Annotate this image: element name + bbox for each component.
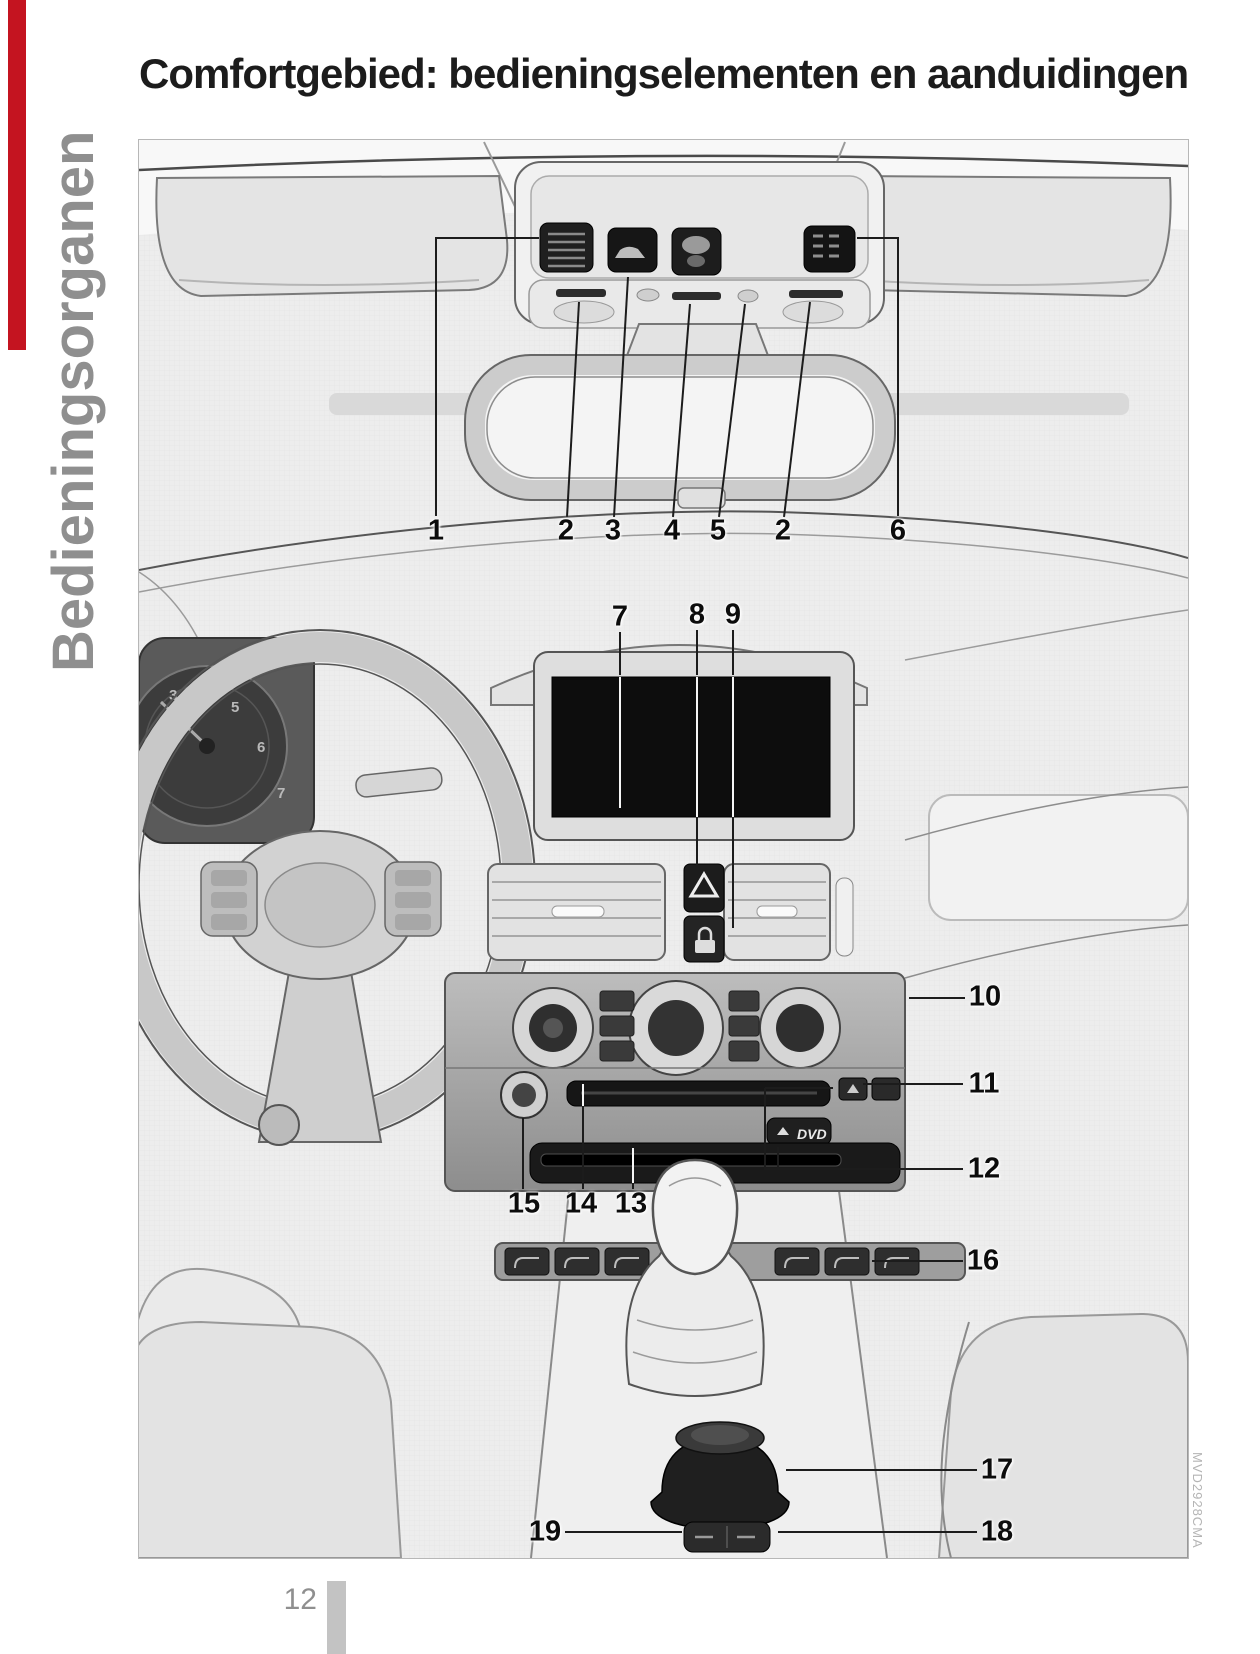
interior-light-switch-icon: [608, 228, 657, 272]
console-slot-left: [556, 289, 606, 297]
callout-13: 13: [614, 1187, 648, 1220]
seat-right: [939, 1314, 1188, 1558]
console-display-slot: [672, 292, 721, 300]
interior-illustration: [139, 140, 1188, 1558]
callout-17: 17: [980, 1453, 1014, 1486]
callout-2: 2: [774, 514, 792, 547]
control-display: [491, 645, 867, 840]
page-title: Comfortgebied: bedieningselementen en aanduidingen: [139, 50, 1189, 97]
hazard-warning-button: [684, 864, 724, 912]
footer-bar: [327, 1581, 346, 1654]
chapter-tab-marker: [8, 0, 26, 350]
callout-1: 1: [427, 514, 445, 547]
figure-watermark-code: MVD2928CMA: [1190, 1452, 1205, 1549]
callout-10: 10: [968, 980, 1002, 1013]
wheel-button-pod-left: [201, 862, 257, 936]
nav-screen: [552, 677, 830, 817]
tachometer-numeral: 6: [257, 739, 266, 756]
callout-11: 11: [968, 1067, 1000, 1100]
callout-3: 3: [604, 514, 622, 547]
callout-15: 15: [507, 1187, 541, 1220]
reading-light-right: [783, 301, 843, 323]
tachometer-numeral: 7: [277, 785, 286, 802]
reading-light-left: [554, 301, 614, 323]
callout-5: 5: [709, 514, 727, 547]
callout-4: 4: [663, 514, 681, 547]
telematics-button-icon: [804, 226, 855, 272]
console-slot-right: [789, 290, 843, 298]
central-locking-button: [684, 916, 724, 962]
callout-6: 6: [889, 514, 907, 547]
tachometer-numeral: 3: [169, 687, 178, 704]
callout-8: 8: [688, 598, 706, 631]
page-number: 12: [283, 1583, 317, 1616]
dvd-label: DVD: [797, 1126, 827, 1142]
shift-knob: [653, 1160, 737, 1274]
sun-visor-left: [156, 176, 507, 296]
callout-12: 12: [967, 1152, 1001, 1185]
chapter-sidebar-title: Bedieningsorganen: [41, 130, 106, 672]
callout-7: 7: [611, 600, 629, 633]
vent-thumbwheel: [836, 878, 853, 956]
callout-19: 19: [528, 1515, 562, 1548]
callout-2: 2: [557, 514, 575, 547]
callout-18: 18: [980, 1515, 1014, 1548]
callout-9: 9: [724, 598, 742, 631]
overhead-console: [515, 162, 884, 328]
ignition-switch: [259, 1105, 299, 1145]
sunroof-switch-icon: [540, 223, 593, 272]
callout-16: 16: [966, 1244, 1000, 1277]
callout-14: 14: [564, 1187, 598, 1220]
ultrasonic-sensor-icon: [672, 228, 721, 275]
tachometer-numeral: 4: [201, 675, 210, 692]
wheel-button-pod-right: [385, 862, 441, 936]
tachometer-numeral: 5: [231, 699, 240, 716]
